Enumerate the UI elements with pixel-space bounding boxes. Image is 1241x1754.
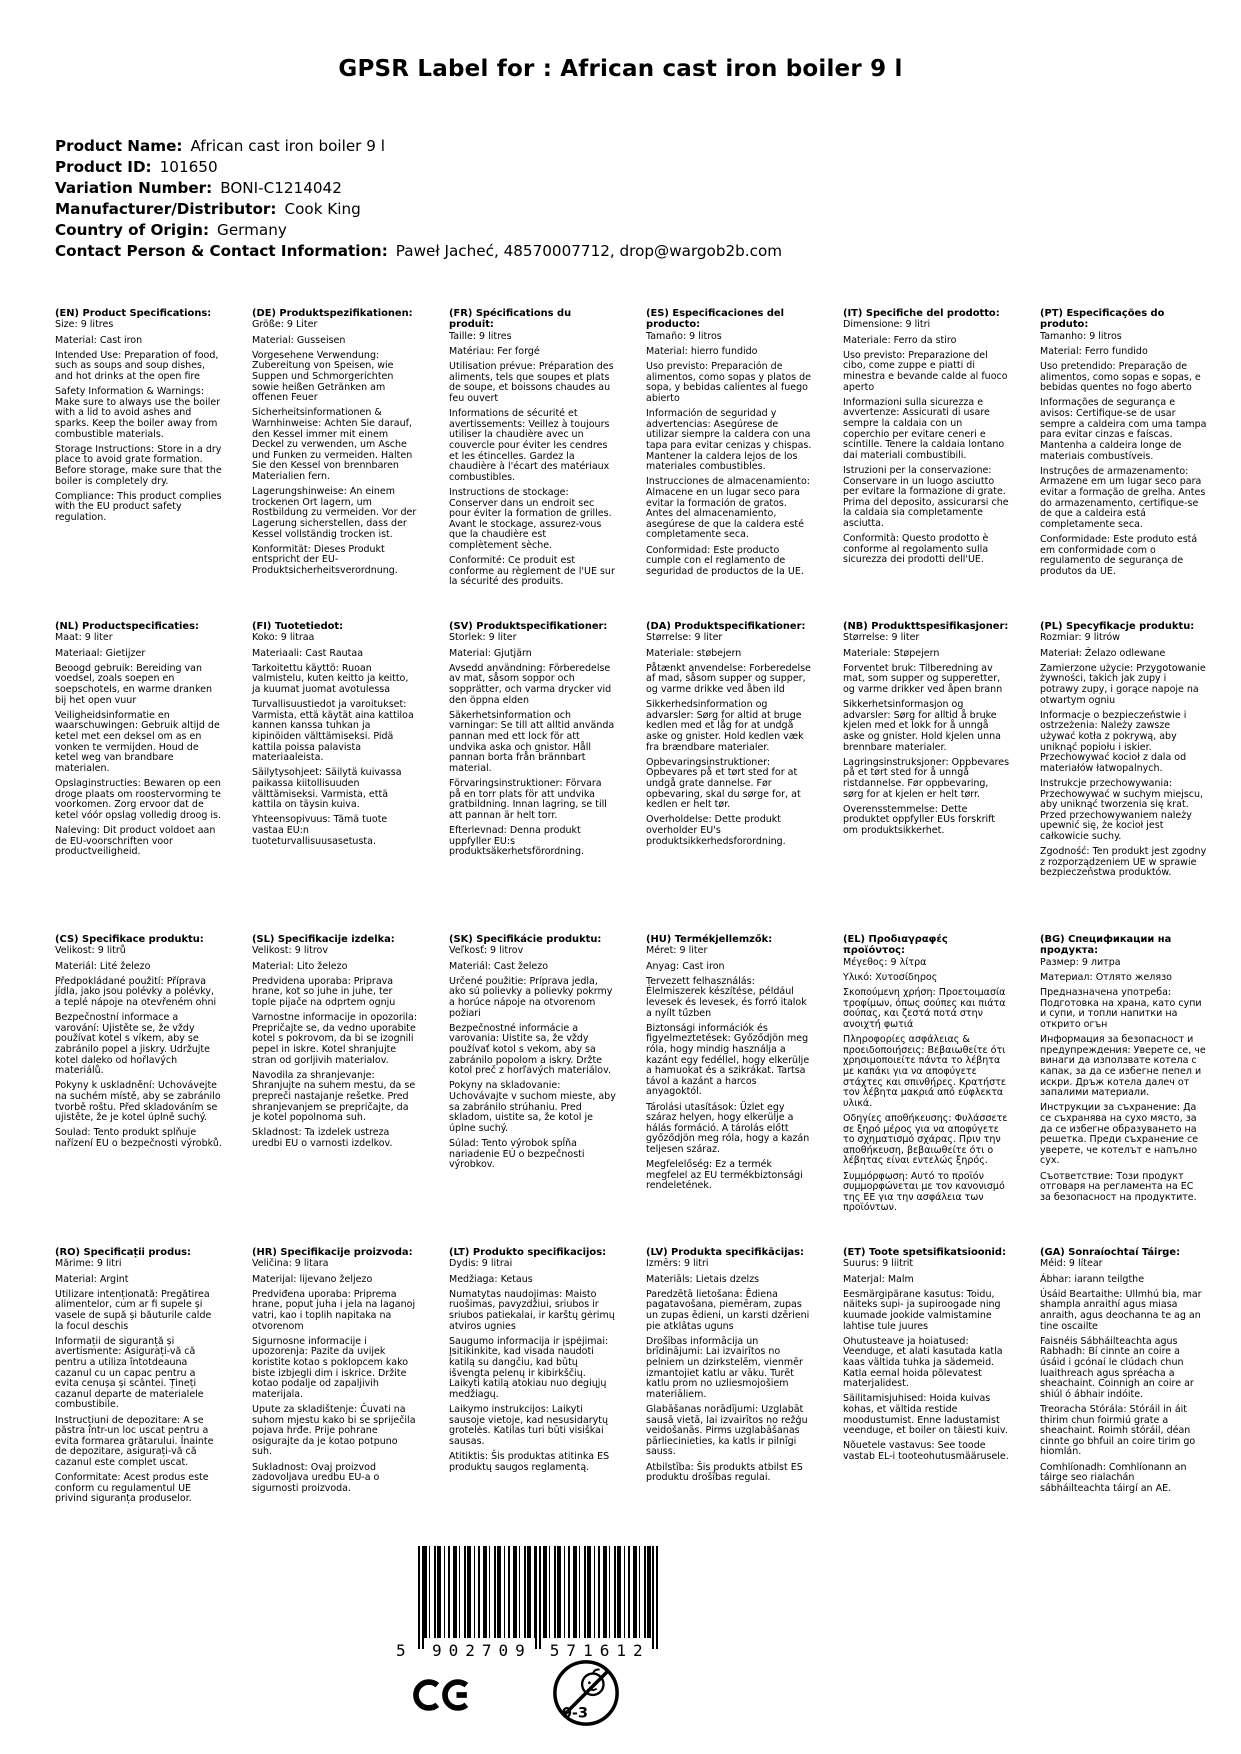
language-block-paragraph: Informacje o bezpieczeństwie i ostrzeżenia: Należy zawsze używać kotła z pokrywą, aby uniknąć popiołu i iskier. Przechowywać kocioł z dala od materiałów łatwopalnych. [1040, 709, 1187, 774]
language-block-paragraph: Atbilstība: Šis produkts atbilst ES produktu drošības regulai. [646, 1461, 803, 1484]
language-block-paragraph: Opslaginstructies: Bewaren op een droge plaats om roostervorming te voorkomen. Zorg ervoor dat de ketel vóór opslag volledig droog is. [55, 777, 221, 821]
language-block-paragraph: Materiale: Ferro da stiro [843, 334, 957, 346]
language-block-bg [1040, 934, 1207, 1247]
barcode-digit-group2: 571612 [549, 1641, 650, 1660]
language-block-paragraph: Vorgesehene Verwendung: Zubereitung von Speisen, wie Suppen und Schmorgerichten sowie heißen Getränken am offenen Feuer [252, 349, 394, 404]
language-block-paragraph: Størrelse: 9 liter [646, 632, 723, 644]
language-block-sv [449, 621, 616, 934]
language-block-heading: (PL) Specyfikacje produktu: [1040, 621, 1195, 632]
barcode-bars-icon [418, 1546, 658, 1638]
language-block-lt [449, 1247, 616, 1510]
language-block-paragraph: Nõuetele vastavus: See toode vastab EL-i tooteohutusmäärusele. [843, 1440, 1009, 1462]
language-block-paragraph: Soulad: Tento produkt splňuje nařízení EU o bezpečnosti výrobků. [55, 1127, 222, 1149]
language-block-lv [646, 1247, 813, 1510]
language-block-paragraph: Material: Gusseisen [252, 334, 346, 346]
language-block-paragraph: Veličina: 9 litara [252, 1258, 329, 1270]
language-block-paragraph: Storlek: 9 liter [449, 632, 517, 644]
language-block-hr [252, 1247, 419, 1510]
language-block-heading: (LV) Produkta specifikācijas: [646, 1247, 804, 1258]
language-block-paragraph: Πληροφορίες ασφάλειας & προειδοποιήσεις: Βεβαιωθείτε ότι χρησιμοποιείτε πάντα το λέβητα με καπάκι για να αποφύγετε στάχτες και σπινθήρες. Κρατήστε τον λέβητα μακριά από εύφλεκτα υλικά. [843, 1034, 1007, 1109]
language-block-et [843, 1247, 1010, 1510]
language-block-paragraph: Anyag: Cast iron [646, 960, 725, 972]
language-block-heading: (SV) Produktspecifikationer: [449, 621, 608, 632]
language-block-paragraph: Konformität: Dieses Produkt entspricht der EU-Produktsicherheitsverordnung. [252, 543, 398, 577]
barcode-digit-first: 5 [396, 1641, 406, 1660]
language-block-paragraph: Förvaringsinstruktioner: Förvara på en torr plats för att undvika gratbildning. Innan lagring, se till att pannan är helt torr. [449, 777, 607, 821]
language-block-paragraph: Utilizare intenționată: Pregătirea alimentelor, cum ar fi supele și vasele de supă și băuturile calde la focul deschis [55, 1288, 212, 1332]
language-block-paragraph: Informações de segurança e avisos: Certifique-se de usar sempre a caldeira com uma tampa para evitar cinzas e faíscas. Mantenha a caldeira longe de materiais combustíveis. [1040, 397, 1207, 462]
language-block-paragraph: Materiál: Lité železo [55, 960, 151, 972]
language-block-paragraph: Drošības informācija un brīdinājumi: Lai izvairītos no pelniem un dzirkstelēm, vienmēr izmantojiet katlu ar vāku. Turēt katlu prom no uzliesmojošiem materiāliem. [646, 1335, 803, 1400]
product-info-row [55, 220, 782, 241]
language-block-paragraph: Predviđena uporaba: Priprema hrane, poput juha i jela na laganoj vatri, kao i toplih napitaka na otvorenom [252, 1288, 416, 1332]
language-block-paragraph: Biztonsági információk és figyelmeztetések: Győződjön meg róla, hogy mindig használja a kazánt egy fedéllel, hogy elkerülje a hamuokat és a szikrákat. Tartsa távol a kazánt a harcos anyagoktól. [646, 1022, 810, 1098]
language-block-paragraph: Pokyny k uskladnění: Uchovávejte na suchém místě, aby se zabránilo tvorbě roštu. Před skladováním se ujistěte, že je kotel úplně suchý. [55, 1080, 221, 1124]
language-block-paragraph: Größe: 9 Liter [252, 319, 318, 331]
language-block-paragraph: Velikost: 9 litrov [252, 945, 328, 957]
language-block-paragraph: Efterlevnad: Denna produkt uppfyller EU:s produktsäkerhetsförordning. [449, 824, 585, 858]
language-block-paragraph: Instrukcje przechowywania: Przechowywać w suchym miejscu, aby uniknąć tworzenia się krat. Przed przechowywaniem należy upewnić się, że kocioł jest całkowicie suchy. [1040, 777, 1204, 843]
language-block-heading: (FI) Tuotetiedot: [252, 621, 344, 632]
language-block-es [646, 308, 813, 621]
language-block-paragraph: Uso pretendido: Preparação de alimentos, como sopas e sopas, e bebidas quentes no fogo aberto [1040, 361, 1201, 394]
language-block-paragraph: Turvallisuustiedot ja varoitukset: Varmista, että käytät aina kattiloa kannen kanssa tuhkan ja kipinöiden välttämiseksi. Pidä kattila poissa palavista materiaaleista. [252, 699, 414, 764]
language-block-paragraph: Beoogd gebruik: Bereiding van voedsel, zoals soepen en soepschotels, en warme dranken bij het open vuur [55, 662, 212, 706]
barcode-guard-middle [535, 1546, 541, 1649]
language-block-paragraph: Velikost: 9 litrů [55, 945, 126, 957]
language-block-sk [449, 934, 616, 1247]
language-block-paragraph: Rozmiar: 9 litrów [1040, 632, 1120, 644]
product-info-row [55, 136, 782, 157]
language-block-paragraph: Materiale: Støpejern [843, 647, 940, 659]
ean-barcode [396, 1546, 662, 1660]
language-block-heading: (PT) Especificações do produto: [1040, 308, 1165, 331]
language-block-paragraph: Faisnéis Sábháilteachta agus Rabhadh: Bí cinnte an coire a úsáid i gcónaí le clúdach chun luaithreach agus spréacha a sheachaint. Coinnigh an coire ar shiúl ó ábhair indóite. [1040, 1335, 1194, 1400]
language-block-paragraph: Maat: 9 liter [55, 632, 113, 644]
language-block-paragraph: Matériau: Fer forgé [449, 345, 540, 357]
language-block-paragraph: Méret: 9 liter [646, 945, 708, 957]
language-block-paragraph: Glabāšanas norādījumi: Uzglabāt sausā vietā, lai izvairītos no režģu veidošanās. Pirms uzglabāšanas pārliecinieties, ka katls ir pilnīgi sauss. [646, 1403, 808, 1458]
language-block-paragraph: Forventet bruk: Tilberedning av mat, som supper og supperetter, og varme drikker ved åpen brann [843, 662, 1003, 695]
product-info-value: Germany [217, 221, 287, 239]
language-block-paragraph: Conformità: Questo prodotto è conforme al regolamento sulla sicurezza dei prodotti dell'UE. [843, 533, 989, 566]
language-block-paragraph: Comhlíonadh: Comhlíonann an táirge seo rialachán sábháilteachta táirgí an AE. [1040, 1461, 1187, 1494]
language-block-paragraph: Material: Cast iron [55, 334, 143, 346]
language-block-paragraph: Materiál: Cast železo [449, 960, 549, 972]
language-block-paragraph: Dimensione: 9 litri [843, 319, 931, 331]
language-block-heading: (ET) Toote spetsifikatsioonid: [843, 1247, 1006, 1258]
language-block-paragraph: Avsedd användning: Förberedelse av mat, såsom soppor och sopprätter, och varma drycker vid den öppna elden [449, 662, 612, 706]
page-title: GPSR Label for : African cast iron boiler 9 l [338, 56, 903, 82]
language-block-paragraph: Lagringsinstruksjoner: Oppbevares på et tørt sted for å unngå ristdannelse. Før oppbevaring, sørg for at kjelen er helt tørr. [843, 756, 1010, 800]
language-row [55, 621, 1215, 934]
language-block-paragraph: Storage Instructions: Store in a dry place to avoid grate formation. Before storage, make sure that the boiler is completely dry. [55, 443, 222, 487]
language-block-paragraph: Material: hierro fundido [646, 345, 758, 357]
product-info-label: Manufacturer/Distributor: [55, 200, 277, 218]
language-block-paragraph: Materiał: Żelazo odlewane [1040, 647, 1166, 659]
language-block-paragraph: Tarkoitettu käyttö: Ruoan valmistelu, kuten keitto ja keitto, ja kuumat juomat avotulessa [252, 662, 409, 695]
language-block-nb [843, 621, 1010, 934]
language-block-paragraph: Eesmärgipärane kasutus: Toidu, näiteks supi- ja supiroogade ning kuumade jookide valmistamine lahtise tule juures [843, 1288, 1001, 1332]
language-block-paragraph: Material: Ferro fundido [1040, 345, 1148, 357]
language-block-paragraph: Säkerhetsinformation och varningar: Se till att alltid använda pannan med ett lock för att undvika aska och gnistor. Håll pannan borta från brännbart material. [449, 709, 615, 774]
language-block-paragraph: Sikkerhetsinformasjon og advarsler: Sørg for alltid å bruke kjelen med et lokk for å unngå aske og gnister. Hold kjelen unna brennbare materialer. [843, 699, 1001, 753]
language-block-paragraph: Instrucciones de almacenamiento: Almacene en un lugar seco para evitar la formación de gratos. Antes del almacenamiento, asegúrese de que la caldera esté completamente seca. [646, 476, 810, 541]
language-block-heading: (SL) Specifikacije izdelka: [252, 934, 395, 945]
language-block-paragraph: Οδηγίες αποθήκευσης: Φυλάσσετε σε ξηρό μέρος για να αποφύγετε το σχηματισμό σχάρας. Πριν την αποθήκευση, βεβαιωθείτε ότι ο λέβητας είναι εντελώς ξηρός. [843, 1112, 1008, 1167]
language-block-paragraph: Ohutusteave ja hoiatused: Veenduge, et alati kasutada katla kaas vältida tuhka ja sädemeid. Katla eemal hoida põlevatest materjalidest. [843, 1335, 1003, 1390]
language-block-it [843, 308, 1010, 621]
language-block-paragraph: Tamanho: 9 litros [1040, 330, 1122, 342]
language-block-pl [1040, 621, 1207, 934]
language-block-paragraph: Size: 9 litres [55, 319, 114, 331]
language-block-paragraph: Navodila za shranjevanje: Shranjujte na suhem mestu, da se prepreči nastajanje rešetke. Pred shranjevanjem se prepričajte, da je kotel popolnoma suh. [252, 1069, 416, 1124]
product-info-label: Variation Number: [55, 179, 213, 197]
language-block-paragraph: Sikkerhedsinformation og advarsler: Sørg for altid at bruge kedlen med et låg for at undgå aske og gnister. Hold kedlen væk fra brændbare materialer. [646, 699, 804, 753]
language-block-paragraph: Съответствие: Този продукт отговаря на регламента на ЕС за безопасност на продуктите. [1040, 1170, 1197, 1203]
language-block-paragraph: Medžiaga: Ketaus [449, 1273, 533, 1285]
language-block-heading: (NL) Productspecificaties: [55, 621, 199, 632]
language-block-paragraph: Conformidad: Este producto cumple con el reglamento de seguridad de productos de la UE. [646, 544, 804, 577]
language-block-paragraph: Материал: Отлято желязо [1040, 971, 1172, 983]
product-info-value: Cook King [284, 200, 361, 218]
language-block-paragraph: Συμμόρφωση: Αυτό το προϊόν συμμορφώνεται με τον κανονισμό της ΕΕ για την ασφάλεια των προϊόντων. [843, 1170, 1005, 1214]
language-block-heading: (HU) Termékjellemzők: [646, 934, 773, 945]
language-block-heading: (BG) Спецификации на продукта: [1040, 934, 1172, 957]
product-info-label: Country of Origin: [55, 221, 210, 239]
language-block-paragraph: Υλικό: Χυτοσίδηρος [843, 971, 938, 983]
language-block-paragraph: Skladnost: Ta izdelek ustreza uredbi EU o varnosti izdelkov. [252, 1127, 393, 1149]
product-info-label: Contact Person & Contact Information: [55, 242, 388, 260]
language-block-ro [55, 1247, 222, 1510]
language-block-paragraph: Atitiktis: Šis produktas atitinka ES produktų saugos reglamentą. [449, 1450, 610, 1473]
language-block-paragraph: Σκοπούμενη χρήση: Προετοιμασία τροφίμων, όπως σούπες και πιάτα σούπας, και ζεστά ποτά στην ανοιχτή φωτιά [843, 987, 1006, 1030]
language-block-paragraph: Uso previsto: Preparazione del cibo, come zuppe e piatti di minestra e bevande calde al fuoco aperto [843, 349, 1008, 393]
product-info-value: 101650 [159, 158, 218, 176]
language-block-paragraph: Sicherheitsinformationen & Warnhinweise: Achten Sie darauf, den Kessel immer mit einem Deckel zu verwenden, um Asche und Funken zu vermeiden. Halten Sie den Kessel von brennbaren Materialien fern. [252, 407, 413, 483]
language-block-hu [646, 934, 813, 1247]
product-info-row [55, 199, 782, 220]
svg-text:0-3: 0-3 [561, 1704, 589, 1722]
language-block-paragraph: Informații de siguranță și avertismente: Asigurați-vă că pentru a utiliza întotdeauna cazanul cu un capac pentru a evita cenușa și scântei. Țineți cazanul departe de materialele combustibile. [55, 1335, 204, 1411]
language-block-cs [55, 934, 222, 1247]
language-block-paragraph: Varnostne informacije in opozorila: Prepričajte se, da vedno uporabite kotel s pokrovom, da bi se izognili pepel in iskre. Kotel shranjujte stran od gorljivih materialov. [252, 1012, 418, 1066]
language-block-en [55, 308, 222, 621]
language-block-paragraph: Instruções de armazenamento: Armazene em um lugar seco para evitar a formação de grelha. Antes do armazenamento, certifique-se de que a caldeira está completamente seca. [1040, 465, 1206, 530]
language-row [55, 1247, 1215, 1510]
product-info-value: African cast iron boiler 9 l [190, 137, 385, 155]
language-block-paragraph: Opbevaringsinstruktioner: Opbevares på et tørt sted for at undgå grate dannelse. Før opbevaring, skal du sørge for, at kedlen er helt tør. [646, 756, 801, 811]
language-block-paragraph: Размер: 9 литра [1040, 956, 1121, 968]
language-block-paragraph: Información de seguridad y advertencias: Asegúrese de utilizar siempre la caldera con una tapa para evitar cenizas y chispas. Mantener la caldera lejos de los materiales combustibles. [646, 408, 812, 473]
language-block-nl [55, 621, 222, 934]
language-block-paragraph: Conformité: Ce produit est conforme au règlement de l'UE sur la sécurité des produits. [449, 555, 615, 588]
product-info-value: Paweł Jacheć, 48570007712, drop@wargob2b.com [395, 242, 783, 260]
language-block-paragraph: Treoracha Stórála: Stóráil in áit thirim chun foirmiú grate a sheachaint. Roimh stóráil, déan cinnte go bhfuil an coire tirim go hiomlán. [1040, 1403, 1196, 1458]
language-block-paragraph: Overensstemmelse: Dette produktet oppfyller EUs forskrift om produktsikkerhet. [843, 803, 996, 836]
language-block-paragraph: Sukladnost: Ovaj proizvod zadovoljava uredbu EU-a o sigurnosti proizvoda. [252, 1461, 380, 1494]
language-block-paragraph: Material: Lito železo [252, 960, 348, 972]
language-block-heading: (ES) Especificaciones del producto: [646, 308, 785, 331]
language-block-heading: (SK) Špecifikácie produktu: [449, 934, 602, 945]
language-rows [55, 308, 1215, 1510]
language-block-paragraph: Instructions de stockage: Conserver dans un endroit sec pour éviter la formation de grilles. Avant le stockage, assurez-vous que la chaudière est complètement sèche. [449, 486, 612, 552]
language-block-paragraph: Súlad: Tento výrobok spĺňa nariadenie EÚ o bezpečnosti výrobkov. [449, 1137, 585, 1171]
language-block-paragraph: Zamierzone użycie: Przygotowanie żywności, takich jak zupy i potrawy zupy, i gorące napoje na otwartym ogniu [1040, 662, 1206, 706]
language-block-paragraph: Materiāls: Lietais dzelzs [646, 1273, 760, 1285]
language-block-heading: (IT) Specifiche del prodotto: [843, 308, 1000, 319]
language-block-paragraph: Ábhar: iarann teilgthe [1040, 1273, 1145, 1285]
language-block-heading: (FR) Spécifications du produit: [449, 308, 572, 331]
language-block-paragraph: Méid: 9 lítear [1040, 1258, 1103, 1270]
language-row [55, 308, 1215, 621]
language-block-paragraph: Pokyny na skladovanie: Uchovávajte v suchom mieste, aby sa zabránilo strúhaniu. Pred skladom, uistite sa, že kotol je úplne suchý. [449, 1080, 616, 1134]
language-block-paragraph: Materiale: støbejern [646, 647, 742, 659]
language-block-paragraph: Предназначена употреба: Подготовка на храна, като супи и супи, и топли напитки на открито огън [1040, 987, 1202, 1030]
language-block-paragraph: Megfelelőség: Ez a termék megfelel az EU termékbiztonsági rendeletének. [646, 1159, 803, 1192]
language-block-heading: (CS) Specifikace produktu: [55, 934, 204, 945]
language-block-paragraph: Paredzētā lietošana: Ēdiena pagatavošana, piemēram, zupas un zupas ēdieni, un karsti dzērieni pie atklātas uguns [646, 1288, 810, 1332]
language-block-fi [252, 621, 419, 934]
language-block-paragraph: Conformidade: Este produto está em conformidade com o regulamento de segurança de produtos da UE. [1040, 533, 1198, 577]
language-block-da [646, 621, 813, 934]
language-block-paragraph: Safety Information & Warnings: Make sure to always use the boiler with a lid to avoid ashes and sparks. Keep the boiler away from combustible materials. [55, 386, 221, 440]
barcode-digit-group1: 902709 [432, 1641, 532, 1660]
language-block-paragraph: Koko: 9 litraa [252, 632, 315, 644]
language-block-paragraph: Materiaal: Gietijzer [55, 647, 146, 659]
language-block-paragraph: Izmērs: 9 litri [646, 1258, 709, 1270]
language-block-heading: (LT) Produkto specifikacijos: [449, 1247, 607, 1258]
language-block-el [843, 934, 1010, 1247]
language-block-paragraph: Saugumo informacija ir įspėjimai: Įsitikinkite, kad visada naudoti katilą su dangčiu, kad būtų išvengta pelenų ir kibirkščių. Laikyti katilą atokiau nuo degiųjų medžiagų. [449, 1335, 609, 1400]
language-block-paragraph: Předpokládané použití: Příprava jídla, jako jsou polévky a polévky, a teplé nápoje na otevřeném ohni [55, 975, 217, 1008]
language-block-fr [449, 308, 616, 621]
language-block-paragraph: Påtænkt anvendelse: Forberedelse af mad, såsom supper og supper, og varme drikke ved åben ild [646, 662, 811, 695]
language-block-ga [1040, 1247, 1207, 1510]
language-block-paragraph: Инструкции за съхранение: Да се съхранява на сухо място, за да се избегне образуването на решетка. Преди съхранение се уверете, че котелът е напълно сух. [1040, 1102, 1199, 1167]
language-block-paragraph: Naleving: Dit product voldoet aan de EU-voorschriften voor productveiligheid. [55, 824, 216, 858]
language-block-heading: (EL) Προδιαγραφές προϊόντος: [843, 934, 948, 957]
language-block-paragraph: Bezpečnostné informácie a varovania: Uistite sa, že vždy používať kotol s vekom, aby sa zabránilo popolom a iskry. Držte kotol preč z horľavých materiálov. [449, 1022, 611, 1077]
barcode-guard-left [418, 1546, 424, 1649]
language-block-paragraph: Materiaali: Cast Rautaa [252, 647, 364, 659]
language-block-paragraph: Tervezett felhasználás: Élelmiszerek készítése, például levesek és levesek, és forró italok a nyílt tűzben [646, 975, 807, 1019]
language-block-paragraph: Materjal: Malm [843, 1273, 914, 1285]
language-block-paragraph: Istruzioni per la conservazione: Conservare in un luogo asciutto per evitare la formazione di grate. Prima del deposito, assicurarsi che la caldaia sia completamente asciutta. [843, 464, 1009, 530]
language-block-pt [1040, 308, 1207, 621]
language-block-paragraph: Mărime: 9 litri [55, 1258, 122, 1270]
language-block-paragraph: Yhteensopivuus: Tämä tuote vastaa EU:n tuoteturvallisuusasetusta. [252, 814, 388, 847]
barcode-digits [396, 1641, 662, 1660]
language-block-paragraph: Informazioni sulla sicurezza e avvertenze: Assicurati di usare sempre la caldaia con un coperchio per evitare ceneri e scintille. Tenere la caldaia lontano dai materiali combustibili. [843, 396, 1005, 461]
language-block-paragraph: Laikymo instrukcijos: Laikyti sausoje vietoje, kad nesusidarytų grotelės. Katilas turi būti visiškai sausas. [449, 1403, 608, 1447]
age-warning-0-3-icon [551, 1658, 621, 1732]
language-block-paragraph: Veľkosť: 9 litrov [449, 945, 524, 957]
language-block-paragraph: Tamaño: 9 litros [646, 330, 722, 342]
language-block-paragraph: Informations de sécurité et avertissements: Veillez à toujours utiliser la chaudière avec un couvercle pour éviter les cendres et les étincelles. Gardez la chaudière à l'écart des matériaux combustibles. [449, 408, 610, 483]
product-info-value: BONI-C1214042 [220, 179, 342, 197]
language-block-paragraph: Utilisation prévue: Préparation des aliments, tels que soupes et plats de soupe, et boissons chaudes au feu ouvert [449, 361, 614, 404]
language-block-de [252, 308, 419, 621]
language-block-paragraph: Material: Argint [55, 1273, 129, 1285]
language-block-paragraph: Zgodność: Ten produkt jest zgodny z rozporządzeniem UE w sprawie bezpieczeństwa produktów. [1040, 846, 1207, 879]
language-block-paragraph: Lagerungshinweise: An einem trockenen Ort lagern, um Rostbildung zu vermeiden. Vor der Lagerung sicherstellen, dass der Kessel vollständig trocken ist. [252, 486, 417, 540]
product-info-label: Product ID: [55, 158, 152, 176]
language-block-paragraph: Materijal: lijevano željezo [252, 1273, 373, 1285]
language-block-paragraph: Instrucțiuni de depozitare: A se păstra într-un loc uscat pentru a evita formarea grătarului. Înainte de depozitare, asigurați-vă că cazanul este complet uscat. [55, 1414, 214, 1469]
language-block-heading: (GA) Sonraíochtaí Táirge: [1040, 1247, 1181, 1258]
barcode-guard-right [652, 1546, 658, 1649]
language-block-paragraph: Určené použitie: Príprava jedla, ako sú polievky a polievky pokrmy a horúce nápoje na otvorenom požiari [449, 975, 613, 1019]
language-block-paragraph: Bezpečnostní informace a varování: Ujistěte se, že vždy používat kotel s víkem, aby se zabránilo popel a jiskry. Udržujte kotel daleko od hořlavých materiálů. [55, 1012, 210, 1077]
language-block-paragraph: Upute za skladištenje: Čuvati na suhom mjestu kako bi se spriječila pojava hrđe. Prije pohrane osigurajte da je kotao potpuno suh. [252, 1403, 416, 1458]
language-block-heading: (DE) Produktspezifikationen: [252, 308, 413, 319]
language-block-paragraph: Uso previsto: Preparación de alimentos, como sopas y platos de sopa, y bebidas calientes al fuego abierto [646, 361, 811, 404]
language-block-paragraph: Μέγεθος: 9 λίτρα [843, 956, 927, 968]
language-block-paragraph: Информация за безопасност и предупреждения: Уверете се, че винаги да използвате котела с капак, за да се избегне пепел и искри. Дръж котела далеч от запалими материали. [1040, 1034, 1206, 1099]
language-block-paragraph: Predvidena uporaba: Priprava hrane, kot so juhe in juhe, ter tople pijače na odprtem ognju [252, 975, 396, 1008]
language-block-paragraph: Material: Gjutjärn [449, 647, 532, 659]
language-block-heading: (EN) Product Specifications: [55, 308, 212, 319]
language-block-paragraph: Taille: 9 litres [449, 330, 512, 342]
language-block-paragraph: Veiligheidsinformatie en waarschuwingen: Gebruik altijd de ketel met een deksel om as en vonken te vermijden. Houd de ketel weg van brandbare materialen. [55, 709, 220, 774]
product-info-row [55, 241, 782, 262]
language-block-paragraph: Compliance: This product complies with the EU product safety regulation. [55, 490, 222, 523]
language-block-paragraph: Størrelse: 9 liter [843, 632, 920, 644]
language-row [55, 934, 1215, 1247]
language-block-paragraph: Säilitamisjuhised: Hoida kuivas kohas, et vältida restide moodustumist. Enne ladustamist veenduge, et boiler on täiesti kuiv. [843, 1393, 1008, 1437]
language-block-paragraph: Dydis: 9 litrai [449, 1258, 513, 1270]
language-block-paragraph: Overholdelse: Dette produkt overholder EU's produktsikkerhedsforordning. [646, 814, 786, 847]
product-info-row [55, 178, 782, 199]
language-block-paragraph: Sigurnosne informacije i upozorenja: Pazite da uvijek koristite kotao s poklopcem kako biste izbjegli dim i iskrice. Držite kotao podalje od zapaljivih materijala. [252, 1335, 409, 1400]
language-block-sl [252, 934, 419, 1247]
ce-mark-icon [413, 1670, 471, 1724]
language-block-heading: (RO) Specificații produs: [55, 1247, 191, 1258]
product-info-label: Product Name: [55, 137, 183, 155]
language-block-paragraph: Intended Use: Preparation of food, such as soups and soup dishes, and hot drinks at the open fire [55, 349, 219, 382]
language-block-paragraph: Conformitate: Acest produs este conform cu regulamentul UE privind siguranța produselor. [55, 1472, 209, 1505]
language-block-heading: (HR) Specifikacije proizvoda: [252, 1247, 413, 1258]
language-block-paragraph: Tárolási utasítások: Üzlet egy száraz helyen, hogy elkerülje a hálás formáció. A tárolás előtt győződjön meg róla, hogy a kazán teljesen száraz. [646, 1101, 810, 1156]
language-block-paragraph: Numatytas naudojimas: Maisto ruošimas, pavyzdžiui, sriubos ir sriubos patiekalai, ir karštų gėrimų atviros ugnies [449, 1288, 615, 1332]
language-block-paragraph: Suurus: 9 liitrit [843, 1258, 914, 1270]
product-info-row [55, 157, 782, 178]
language-block-paragraph: Säilytysohjeet: Säilytä kuivassa paikassa kiitollisuuden välttämiseksi. Varmista, että kattila on täysin kuiva. [252, 767, 402, 811]
language-block-paragraph: Úsáid Beartaithe: Ullmhú bia, mar shampla anraithí agus miasa anraith, agus deochanna te ag an tine oscailte [1040, 1288, 1202, 1332]
product-info [55, 136, 782, 262]
language-block-heading: (NB) Produkttspesifikasjoner: [843, 621, 1009, 632]
language-block-heading: (DA) Produktspecifikationer: [646, 621, 806, 632]
